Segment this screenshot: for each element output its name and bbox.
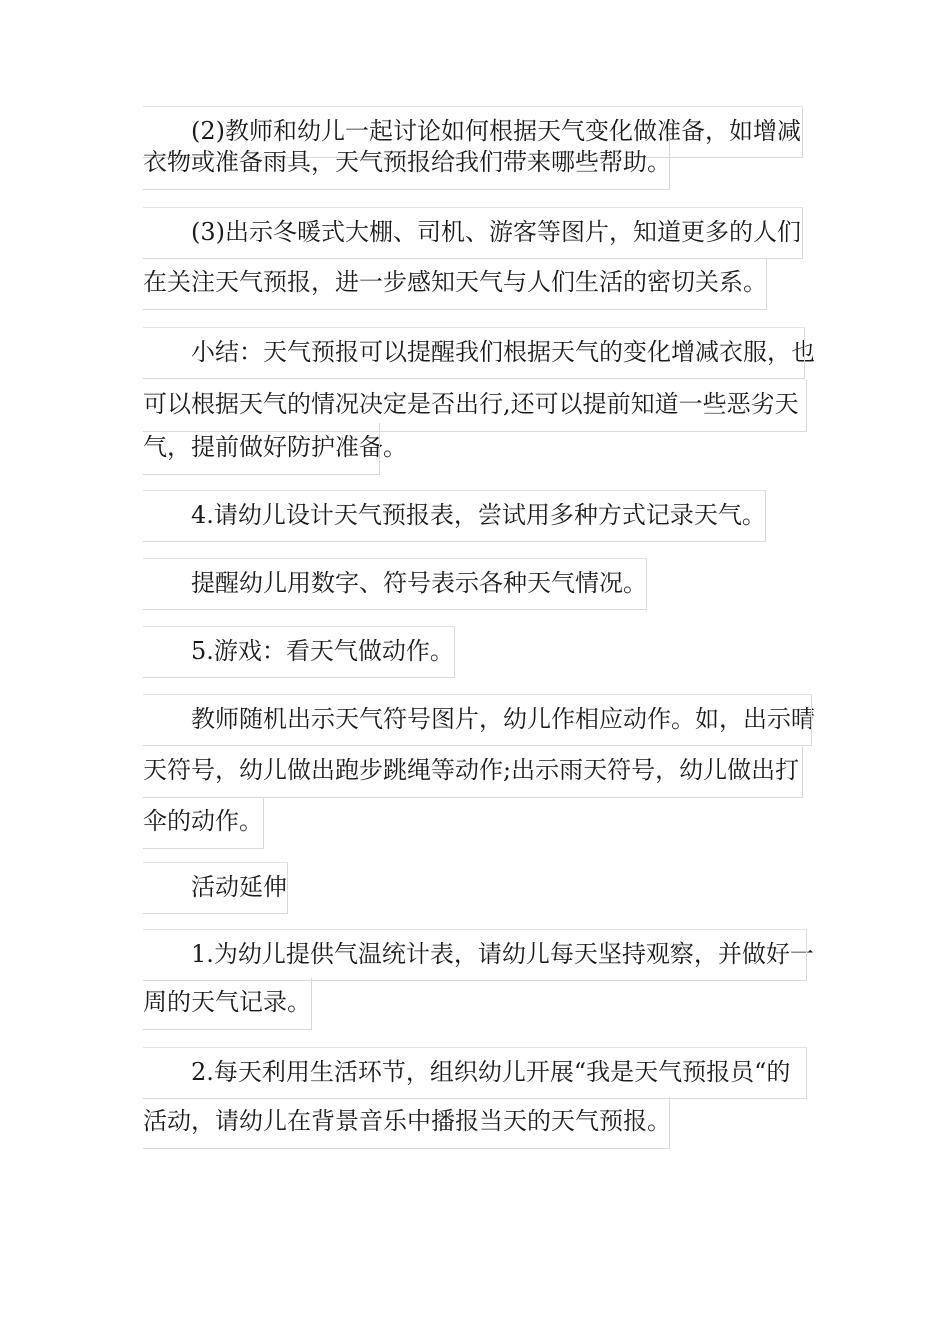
paragraph-line: 5.游戏：看天气做动作。 [143, 626, 455, 678]
paragraph-line: 2.每天利用生活环节，组织幼儿开展“我是天气预报员“的 [143, 1047, 807, 1099]
paragraph-line: 在关注天气预报，进一步感知天气与人们生活的密切关系。 [143, 258, 767, 310]
paragraph-line: 伞的动作。 [143, 797, 264, 849]
paragraph-line: 教师随机出示天气符号图片，幼儿作相应动作。如，出示晴 [143, 694, 812, 746]
paragraph-line: 小结：天气预报可以提醒我们根据天气的变化增减衣服，也 [143, 327, 805, 379]
paragraph-line: 气，提前做好防护准备。 [143, 423, 380, 475]
paragraph-line: 可以根据天气的情况决定是否出行,还可以提前知道一些恶劣天 [143, 380, 807, 432]
section-heading: 活动延伸 [143, 862, 288, 914]
paragraph-line: (2)教师和幼儿一起讨论如何根据天气变化做准备，如增减 [143, 106, 803, 158]
paragraph-line: 衣物或准备雨具，天气预报给我们带来哪些帮助。 [143, 138, 670, 190]
paragraph-line: 提醒幼儿用数字、符号表示各种天气情况。 [143, 558, 647, 610]
paragraph-line: 1.为幼儿提供气温统计表，请幼儿每天坚持观察，并做好一 [143, 929, 807, 981]
paragraph-line: (3)出示冬暖式大棚、司机、游客等图片，知道更多的人们 [143, 207, 803, 259]
paragraph-line: 周的天气记录。 [143, 978, 312, 1030]
paragraph-line: 4.请幼儿设计天气预报表，尝试用多种方式记录天气。 [143, 490, 766, 542]
paragraph-line: 天符号，幼儿做出跑步跳绳等动作;出示雨天符号，幼儿做出打 [143, 746, 803, 798]
paragraph-line: 活动，请幼儿在背景音乐中播报当天的天气预报。 [143, 1097, 670, 1149]
